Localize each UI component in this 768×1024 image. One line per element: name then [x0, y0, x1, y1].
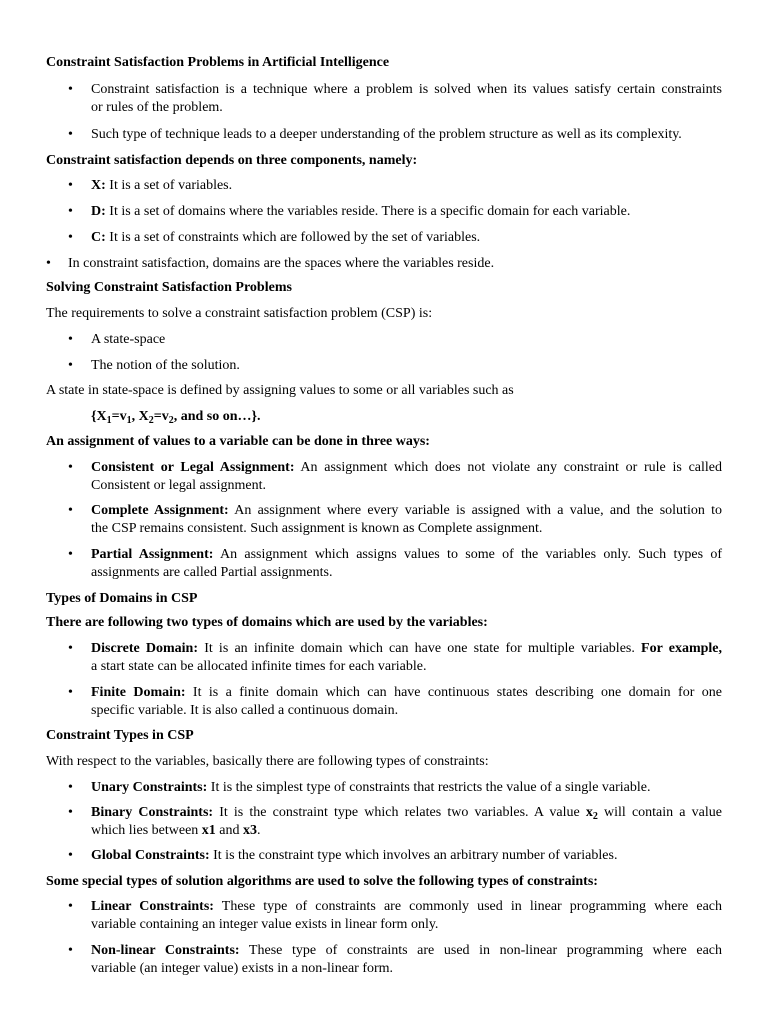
term: X: [91, 178, 106, 193]
term: Non-linear Constraints: [91, 943, 240, 958]
paragraph-line: which lies between x1 and x3. [91, 823, 261, 838]
bullet-icon: • [68, 899, 73, 914]
paragraph-line: the CSP remains consistent. Such assignment is known as Complete assignment. [91, 521, 543, 536]
list-item-c [91, 229, 480, 247]
paragraph-line: Such type of technique leads to a deeper understanding of the problem structure as well as its complexity. [91, 127, 682, 142]
section-title-domains: Types of Domains in CSP [46, 591, 198, 606]
list-item-discrete: Discrete Domain: It is an infinite domain which can have one state for multiple variables. For example, [91, 641, 723, 656]
bullet-icon: • [68, 848, 73, 863]
term: Discrete Domain: [91, 641, 199, 656]
paragraph-line: With respect to the variables, basically there are following types of constraints: [46, 754, 489, 769]
bullet-icon: • [68, 943, 73, 958]
paragraph-line: variable (an integer value) exists in a non-linear form. [91, 961, 394, 976]
formula: {$X_1=v_1$, $X_2=v_2$, and so on…}. [91, 409, 261, 426]
term: Global Constraints: [91, 848, 210, 863]
bullet-icon: • [68, 358, 73, 373]
term: Linear Constraints: [91, 899, 214, 914]
list-item: The notion of the solution. [91, 358, 240, 373]
bullet-icon: • [68, 230, 73, 245]
definition: It is a set of constraints which are followed by the set of variables. [105, 230, 481, 245]
list-item-nonlinear: Non-linear Constraints: These type of constraints are used in non-linear programming where each [91, 943, 722, 958]
list-item: A state-space [91, 332, 166, 347]
bullet-icon: • [68, 82, 73, 97]
term: Binary Constraints: [91, 805, 214, 820]
bullet-icon: • [68, 805, 73, 820]
paragraph-line: specific variable. It is also called a continuous domain. [91, 703, 399, 718]
paragraph-line: or rules of the problem. [91, 100, 223, 115]
section-title-components: Constraint satisfaction depends on three components, namely: [46, 153, 418, 168]
section-title-csp: Constraint Satisfaction Problems in Artificial Intelligence [46, 55, 390, 70]
list-item-finite: Finite Domain: It is a finite domain which can have continuous states describing one domain for one [91, 685, 722, 700]
list-item-x [91, 177, 232, 195]
paragraph-line: a start state can be allocated infinite times for each variable. [91, 659, 427, 674]
bullet-icon: • [46, 256, 51, 271]
list-item-partial: Partial Assignment: An assignment which assigns values to some of the variables only. Such types of [91, 547, 722, 562]
section-subtitle-domains: There are following two types of domains which are used by the variables: [46, 615, 488, 630]
list-item-binary: Binary Constraints: It is the constraint type which relates two variables. A value $x_2$ will contain a value [91, 805, 722, 822]
bullet-icon: • [68, 641, 73, 656]
section-title-solving: Solving Constraint Satisfaction Problems [46, 280, 292, 295]
term: Unary Constraints: [91, 780, 208, 795]
paragraph-line: assignments are called Partial assignments. [91, 565, 333, 580]
list-item-d [91, 203, 630, 221]
paragraph-line: A state in state-space is defined by assigning values to some or all variables such as [46, 383, 514, 398]
bullet-icon: • [68, 547, 73, 562]
term: Finite Domain: [91, 685, 186, 700]
list-item-complete: Complete Assignment: An assignment where every variable is assigned with a value, and the solution to [91, 503, 722, 518]
bullet-icon: • [68, 178, 73, 193]
list-item-unary: Unary Constraints: It is the simplest type of constraints that restricts the value of a single variable. [91, 780, 651, 795]
bullet-icon: • [68, 204, 73, 219]
term: Partial Assignment: [91, 547, 214, 562]
list-item-global: Global Constraints: It is the constraint type which involves an arbitrary number of variables. [91, 848, 618, 863]
definition: It is a set of variables. [105, 178, 233, 193]
definition: It is a set of domains where the variables reside. There is a specific domain for each variable. [105, 204, 631, 219]
paragraph-line: The requirements to solve a constraint satisfaction problem (CSP) is: [46, 306, 433, 321]
section-title-algorithms: Some special types of solution algorithms are used to solve the following types of constraints: [46, 874, 598, 889]
list-item-linear: Linear Constraints: These type of constraints are commonly used in linear programming where each [91, 899, 723, 914]
term: Complete Assignment: [91, 503, 229, 518]
term: Consistent or Legal Assignment: [91, 460, 295, 475]
bullet-icon: • [68, 503, 73, 518]
paragraph-line: Consistent or legal assignment. [91, 478, 266, 493]
bullet-icon: • [68, 685, 73, 700]
bullet-icon: • [68, 127, 73, 142]
list-item-consistent: Consistent or Legal Assignment: An assignment which does not violate any constraint or rule is called [91, 460, 722, 475]
bullet-icon: • [68, 332, 73, 347]
term: D: [91, 204, 106, 219]
term: C: [91, 230, 106, 245]
paragraph-line: In constraint satisfaction, domains are the spaces where the variables reside. [68, 256, 495, 271]
paragraph-line: Constraint satisfaction is a technique where a problem is solved when its values satisfy certain constraints [91, 82, 722, 97]
bullet-icon: • [68, 460, 73, 475]
paragraph-line: variable containing an integer value exists in linear form only. [91, 917, 439, 932]
bullet-icon: • [68, 780, 73, 795]
section-title-constraint-types: Constraint Types in CSP [46, 728, 194, 743]
section-title-assignment: An assignment of values to a variable can be done in three ways: [46, 434, 430, 449]
